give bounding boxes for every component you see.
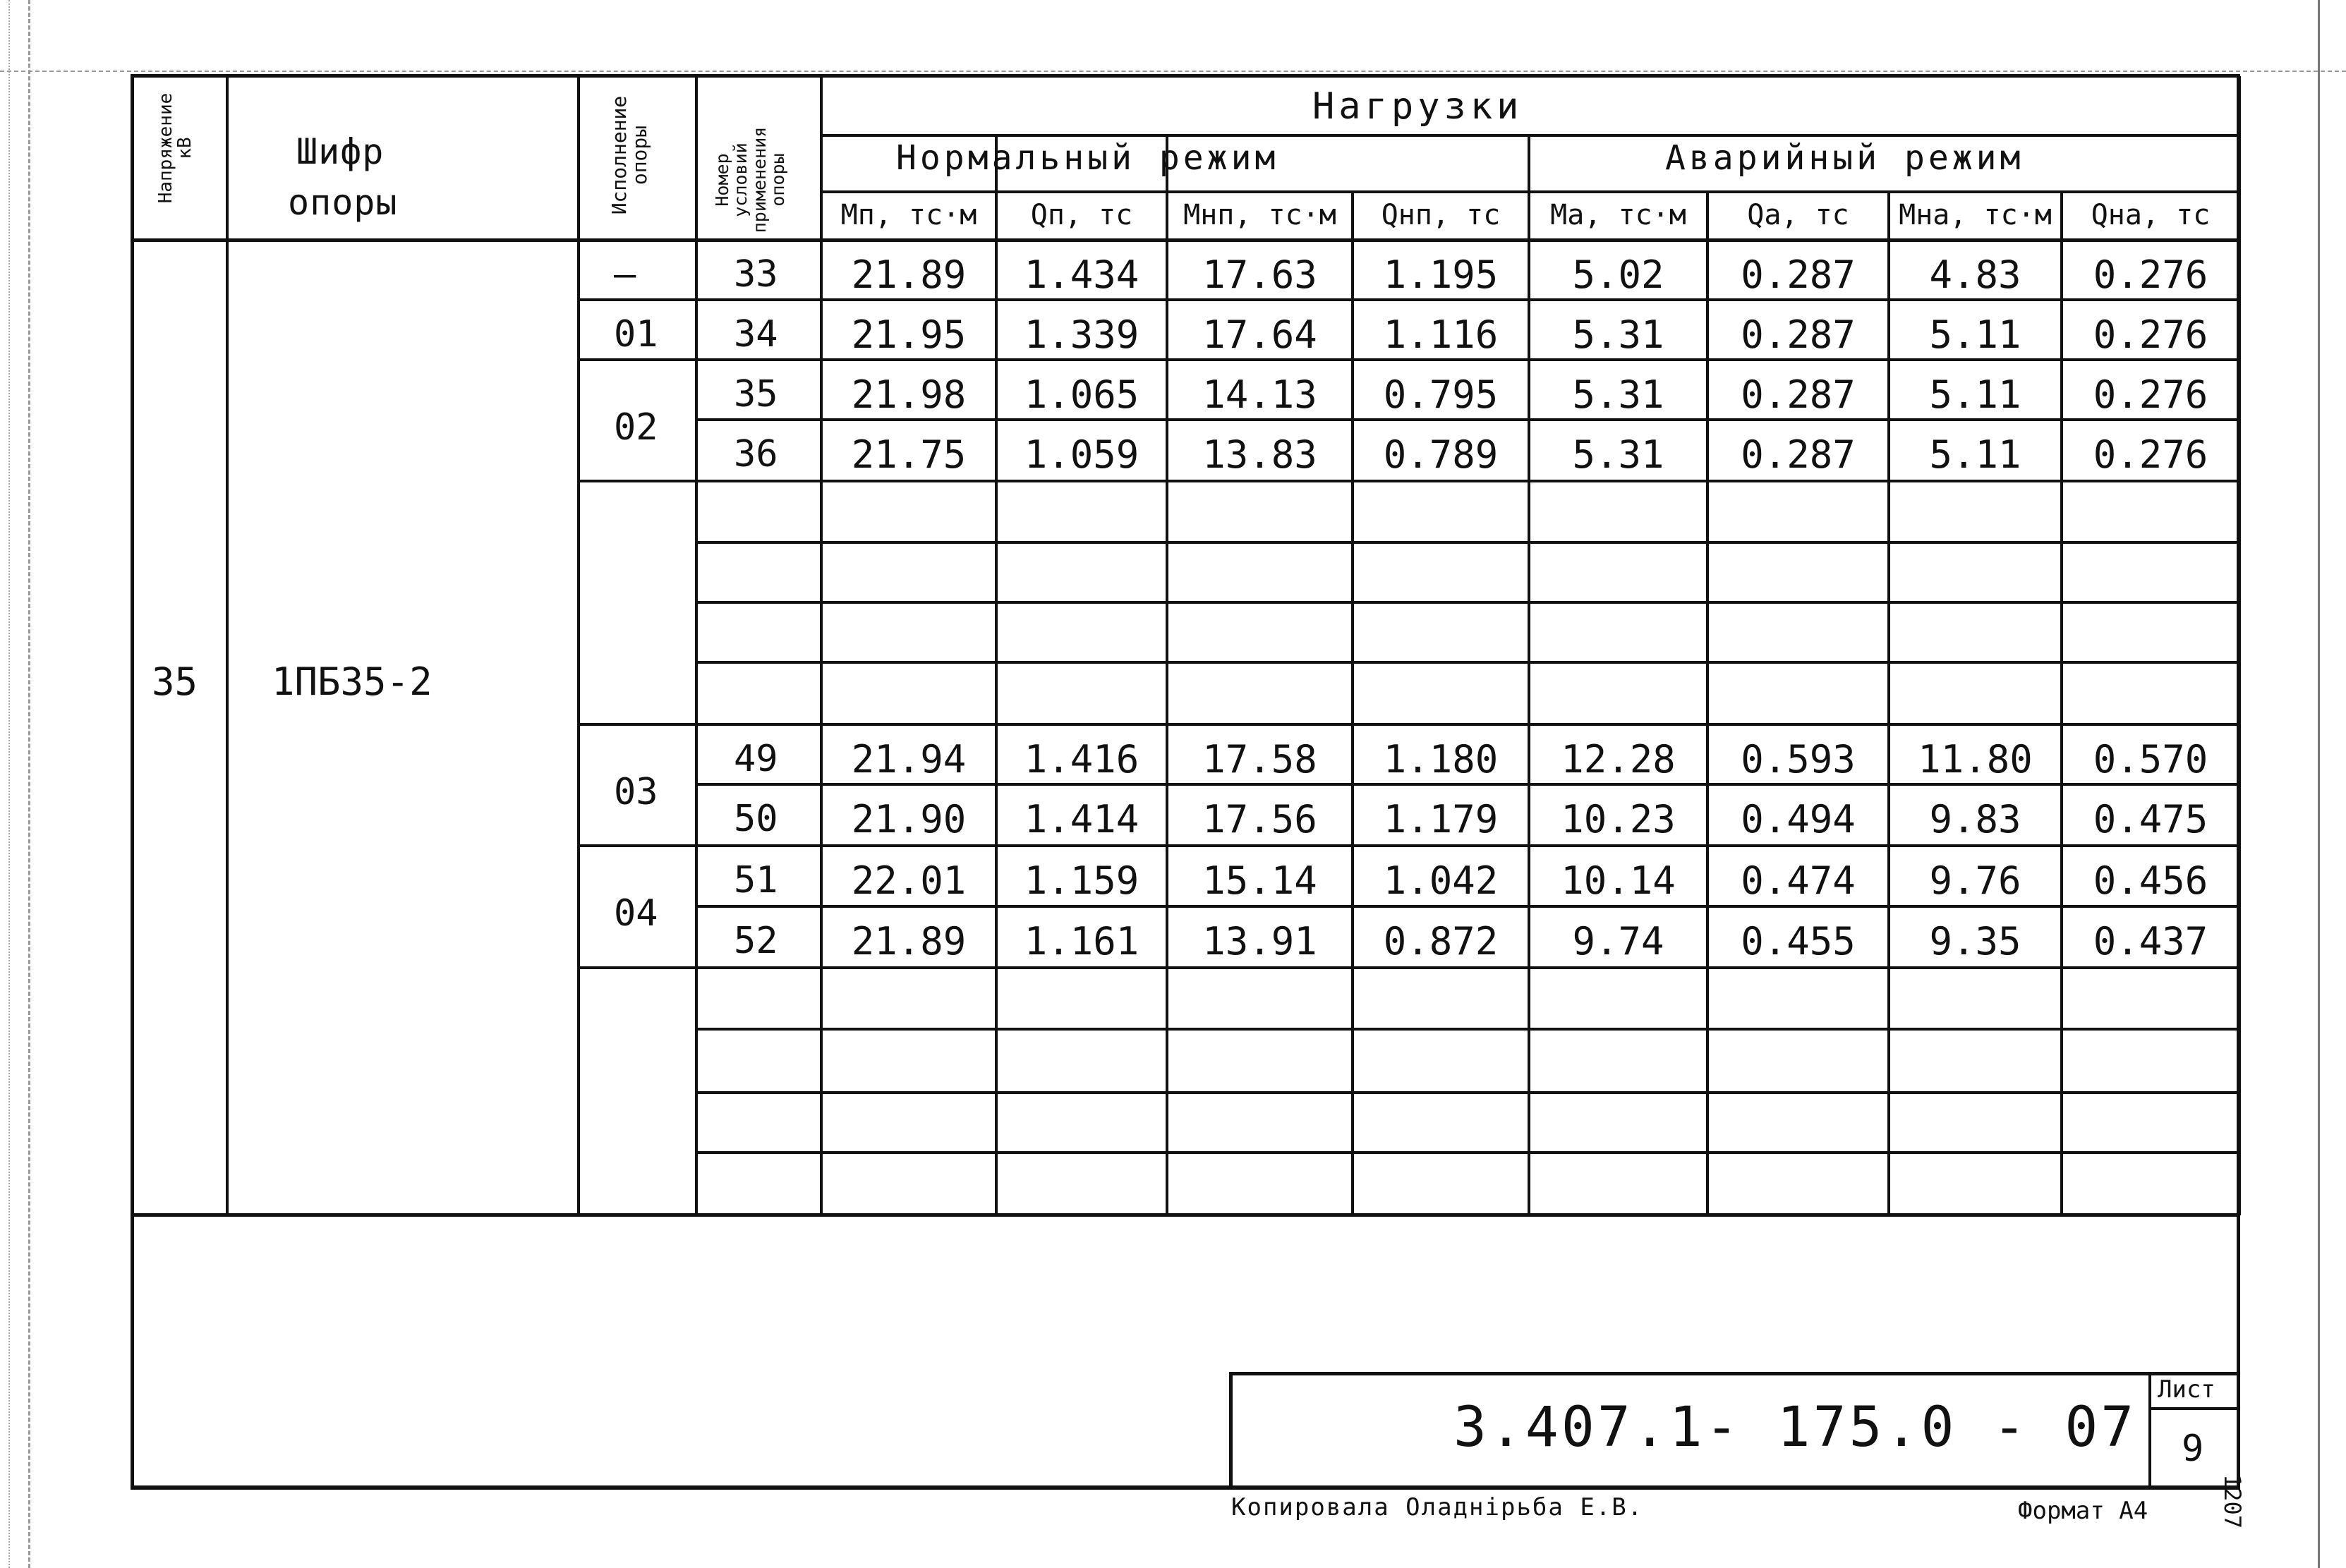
load-value-cell: 21.98 — [851, 372, 967, 417]
load-value-cell: 17.63 — [1202, 253, 1317, 297]
load-value-cell: 10.23 — [1561, 797, 1676, 841]
col-divider-2 — [1166, 134, 1168, 1215]
load-value-cell: 0.276 — [2093, 312, 2208, 357]
load-value-cell: 1.116 — [1383, 312, 1499, 357]
load-value-cell: 1.159 — [1024, 858, 1139, 903]
load-value-cell: 17.56 — [1202, 797, 1317, 841]
row-line — [577, 358, 2239, 361]
margin-dotted-line — [8, 0, 10, 1568]
header-bottom-line — [131, 238, 2240, 242]
col-divider-right — [2238, 76, 2241, 1215]
load-value-cell: 0.287 — [1741, 253, 1856, 297]
load-value-cell: 1.414 — [1024, 797, 1139, 841]
load-value-cell: 5.31 — [1572, 372, 1664, 417]
row-line — [577, 966, 2239, 969]
header-line-loads — [820, 134, 2239, 137]
row-line — [695, 1091, 2239, 1094]
load-value-cell: 0.287 — [1741, 372, 1856, 417]
load-value-cell: 1.434 — [1024, 253, 1139, 297]
column-header: Qна, тс — [2091, 199, 2211, 231]
load-value-cell: 14.13 — [1202, 372, 1317, 417]
voltage-value: 35 — [152, 660, 198, 704]
load-value-cell: 1.179 — [1383, 797, 1499, 841]
load-value-cell: 0.474 — [1741, 858, 1856, 903]
execution-value: 04 — [614, 892, 658, 935]
load-value-cell: 1.195 — [1383, 253, 1499, 297]
load-value-cell: 5.11 — [1929, 312, 2021, 357]
load-value-cell: 0.276 — [2093, 432, 2208, 477]
load-value-cell: 10.14 — [1561, 858, 1676, 903]
col-divider-cipher — [577, 76, 580, 1215]
load-value-cell: 0.455 — [1741, 919, 1856, 964]
load-value-cell: 21.89 — [851, 253, 967, 297]
execution-value: — — [614, 253, 636, 296]
row-line — [577, 298, 2239, 301]
condition-header: Номер условий применения опоры — [712, 126, 788, 233]
cipher-header-2: опоры — [288, 182, 398, 223]
column-header: Mнп, тс·м — [1183, 199, 1336, 231]
document-code: 3.407.1- 175.0 - 07 — [1453, 1396, 2137, 1459]
condition-number: 34 — [734, 313, 778, 355]
load-value-cell: 1.339 — [1024, 312, 1139, 357]
row-line — [695, 541, 2239, 544]
load-value-cell: 1.416 — [1024, 737, 1139, 782]
column-header: Qа, тс — [1747, 199, 1849, 231]
load-value-cell: 21.94 — [851, 737, 967, 782]
condition-number: 33 — [734, 253, 778, 296]
normal-mode-header: Нормальный режим — [896, 138, 1279, 178]
condition-number: 50 — [734, 798, 778, 840]
load-value-cell: 5.31 — [1572, 432, 1664, 477]
load-value-cell: 0.287 — [1741, 312, 1856, 357]
load-value-cell: 9.83 — [1929, 797, 2021, 841]
row-line — [577, 480, 2239, 482]
column-header: Mп, тс·м — [840, 199, 977, 231]
side-mark: 1207 — [2219, 1474, 2246, 1529]
col-divider-1 — [995, 134, 998, 1215]
sheet-divider — [2148, 1407, 2240, 1410]
load-value-cell: 12.28 — [1561, 737, 1676, 782]
load-value-cell: 0.795 — [1383, 372, 1499, 417]
load-value-cell: 17.58 — [1202, 737, 1317, 782]
sheet-number: 9 — [2182, 1428, 2204, 1470]
col-divider-execution — [695, 76, 698, 1215]
load-value-cell: 21.90 — [851, 797, 967, 841]
load-value-cell: 11.80 — [1918, 737, 2033, 782]
title-block-divider — [2148, 1372, 2151, 1490]
load-value-cell: 9.35 — [1929, 919, 2021, 964]
column-header: Qнп, тс — [1381, 199, 1501, 231]
emergency-mode-header: Аварийный режим — [1665, 138, 2024, 178]
load-value-cell: 17.64 — [1202, 312, 1317, 357]
load-value-cell: 0.287 — [1741, 432, 1856, 477]
load-value-cell: 0.789 — [1383, 432, 1499, 477]
load-value-cell: 0.276 — [2093, 372, 2208, 417]
load-value-cell: 9.76 — [1929, 858, 2021, 903]
voltage-header: Напряжение кВ — [155, 92, 196, 204]
row-line — [695, 661, 2239, 664]
column-header: Qп, тс — [1030, 199, 1133, 231]
top-trim-line — [0, 71, 2346, 72]
load-value-cell: 0.475 — [2093, 797, 2208, 841]
cipher-value: 1ПБ35-2 — [272, 660, 433, 704]
cipher-header-1: Шифр — [296, 131, 385, 172]
execution-value: 01 — [614, 313, 658, 355]
row-line — [577, 723, 2239, 726]
load-value-cell: 5.11 — [1929, 432, 2021, 477]
binding-margin-line — [28, 0, 30, 1568]
row-line — [577, 844, 2239, 847]
format-label: Формат А4 — [2018, 1497, 2148, 1525]
col-divider-voltage — [226, 76, 229, 1215]
load-value-cell: 0.437 — [2093, 919, 2208, 964]
load-value-cell: 0.456 — [2093, 858, 2208, 903]
copied-by: Копировала Оладнірьба Е.В. — [1231, 1493, 1644, 1521]
load-value-cell: 0.593 — [1741, 737, 1856, 782]
row-line — [695, 418, 2239, 421]
load-value-cell: 15.14 — [1202, 858, 1317, 903]
load-value-cell: 13.83 — [1202, 432, 1317, 477]
load-value-cell: 21.75 — [851, 432, 967, 477]
row-line — [695, 783, 2239, 786]
condition-number: 52 — [734, 920, 778, 962]
condition-number: 51 — [734, 859, 778, 901]
column-header: Mа, тс·м — [1550, 199, 1686, 231]
col-divider-condition — [820, 76, 823, 1215]
condition-number: 36 — [734, 433, 778, 475]
load-value-cell: 22.01 — [851, 858, 967, 903]
header-line-modes — [820, 190, 2239, 193]
column-header: Mна, тс·м — [1899, 199, 2052, 231]
col-divider-4 — [1528, 134, 1530, 1215]
load-value-cell: 5.11 — [1929, 372, 2021, 417]
row-line — [695, 1151, 2239, 1154]
load-value-cell: 0.872 — [1383, 919, 1499, 964]
load-value-cell: 1.180 — [1383, 737, 1499, 782]
load-value-cell: 1.059 — [1024, 432, 1139, 477]
condition-number: 49 — [734, 738, 778, 780]
load-value-cell: 9.74 — [1572, 919, 1664, 964]
load-value-cell: 0.276 — [2093, 253, 2208, 297]
load-value-cell: 21.89 — [851, 919, 967, 964]
table-bottom-line — [131, 1213, 2240, 1217]
row-line — [695, 1028, 2239, 1031]
sheet-label: Лист — [2158, 1375, 2215, 1404]
execution-value: 02 — [614, 406, 658, 449]
load-value-cell: 0.494 — [1741, 797, 1856, 841]
load-value-cell: 0.570 — [2093, 737, 2208, 782]
condition-number: 35 — [734, 373, 778, 415]
load-value-cell: 21.95 — [851, 312, 967, 357]
loads-header: Нагрузки — [1312, 85, 1523, 128]
execution-header: Исполнение опоры — [607, 95, 652, 215]
load-value-cell: 4.83 — [1929, 253, 2021, 297]
load-value-cell: 5.31 — [1572, 312, 1664, 357]
right-margin-line — [2318, 0, 2320, 1568]
load-value-cell: 1.161 — [1024, 919, 1139, 964]
load-value-cell: 1.065 — [1024, 372, 1139, 417]
load-value-cell: 13.91 — [1202, 919, 1317, 964]
row-line — [695, 601, 2239, 604]
load-value-cell: 1.042 — [1383, 858, 1499, 903]
row-line — [695, 905, 2239, 908]
execution-value: 03 — [614, 771, 658, 813]
load-value-cell: 5.02 — [1572, 253, 1664, 297]
